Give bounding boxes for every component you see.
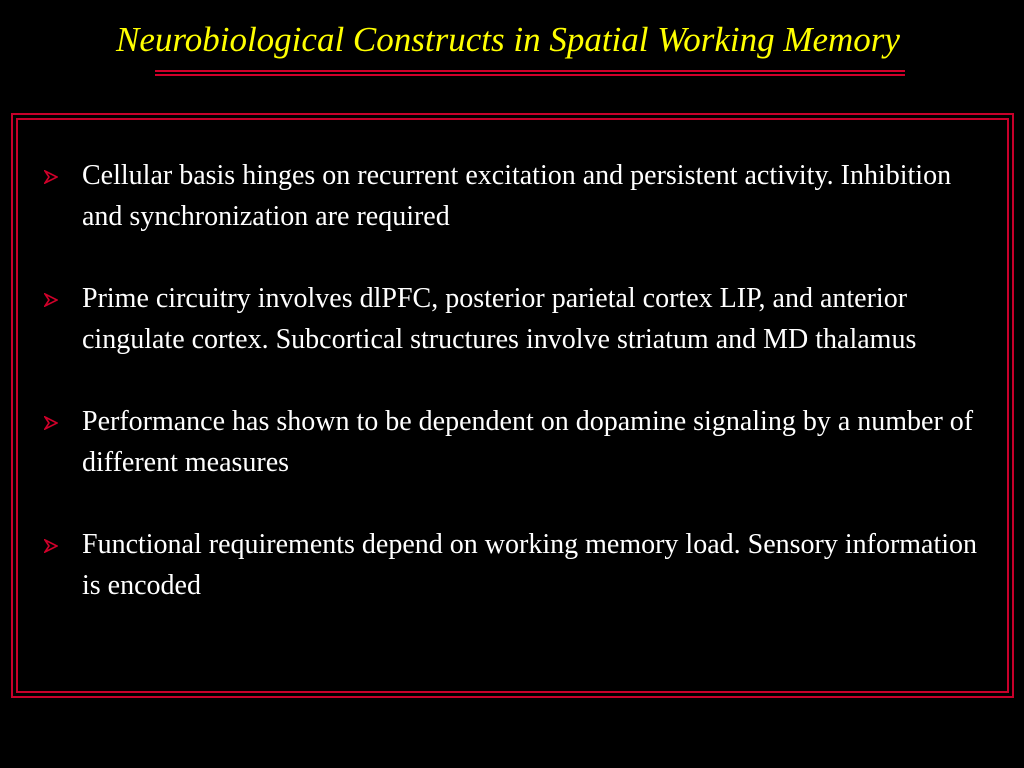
- bullet-item: [0, 155, 1024, 237]
- chevron-arrow-icon: [44, 539, 58, 553]
- bullet-item: [0, 401, 1024, 483]
- bullet-item: [0, 524, 1024, 606]
- chevron-arrow-icon: [44, 293, 58, 307]
- bullet-item: [0, 278, 1024, 360]
- bullet-text: Performance has shown to be dependent on dopamine signaling by a number of different measures: [82, 406, 974, 478]
- title-underline: [155, 70, 905, 76]
- slide-title: Neurobiological Constructs in Spatial Working Memory: [116, 20, 900, 59]
- chevron-arrow-icon: [44, 170, 58, 184]
- bullet-text: Prime circuitry involves dlPFC, posterior parietal cortex LIP, and anterior cingulate cortex. Subcortical structures involve striatum and MD thalamus: [82, 283, 917, 355]
- bullet-text: Functional requirements depend on working memory load. Sensory information is encoded: [82, 529, 978, 601]
- chevron-arrow-icon: [44, 416, 58, 430]
- bullet-list: [0, 155, 1024, 647]
- bullet-text: Cellular basis hinges on recurrent excitation and persistent activity. Inhibition and synchronization are required: [82, 160, 952, 232]
